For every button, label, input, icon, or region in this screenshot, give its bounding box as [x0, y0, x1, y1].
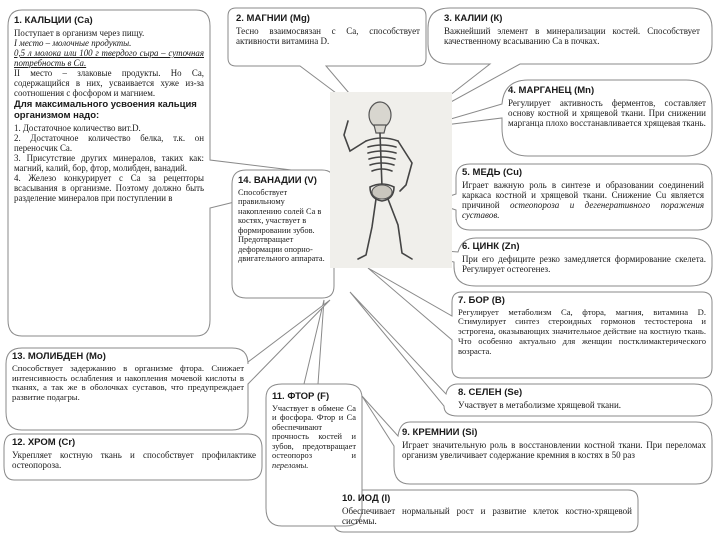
- potassium-text: Важнейший элемент в минерализации костей. Способствует качественному всасыванию Са в почках.: [444, 25, 700, 46]
- calcium-box: [14, 16, 204, 330]
- zinc-text: При его дефиците резко замедляется формирование скелета. Регулирует остеогенез.: [462, 253, 706, 274]
- fluorine-text: [272, 404, 356, 470]
- chromium-text: Укрепляет костную ткань и способствует профилактике остеопороза.: [12, 449, 256, 470]
- molybdenum-box: [12, 352, 244, 428]
- calcium-rule-4: 4. Железо конкурирует с Са за рецепторы всасывания в организме. Поэтому должно быть разделение минералов при поступлении в: [14, 172, 204, 204]
- manganese-text: Регулирует активность ферментов, составляет основу костной и хрящевой ткани. При снижении марганца плохо восстанавливается хрящевая ткань.: [508, 97, 706, 129]
- copper-text: [462, 180, 704, 221]
- calcium-first-source: I место – молочные продукты.: [14, 37, 132, 48]
- chromium-box: [12, 438, 256, 476]
- selenium-title: 8. СЕЛЕН (Se): [458, 388, 523, 398]
- molybdenum-title: 13. МОЛИБДЕН (Mo): [12, 352, 106, 362]
- copper-box: [462, 168, 704, 228]
- fluorine-text-main: Участвует в обмене Са и фосфора. Фтор и Са обеспечивают прочность костей и зубов, предотвращает остеопороз и: [272, 403, 356, 461]
- manganese-box: [508, 86, 706, 152]
- vanadium-title: 14. ВАНАДИЙ (V): [238, 176, 317, 186]
- zinc-title: 6. ЦИНК (Zn): [462, 242, 520, 252]
- magnesium-box: [236, 14, 420, 62]
- calcium-intake: Поступает в организм через пищу.: [14, 27, 145, 38]
- calcium-second-source: II место – злаковые продукты. Но Са, содержащийся в них, усваивается хуже из-за соотношения с фосфором и магнием.: [14, 67, 204, 99]
- magnesium-title: 2. МАГНИЙ (Mg): [236, 14, 310, 24]
- calcium-daily-need: 0,5 л молока или 100 г твердого сыра – суточная потребность в Са.: [14, 47, 204, 68]
- calcium-title: 1. КАЛЬЦИЙ (Са): [14, 16, 93, 26]
- copper-text-emphasis: остеопороза и дегенеративного поражения суставов.: [462, 200, 704, 221]
- silicon-title: 9. КРЕМНИЙ (Si): [402, 428, 478, 438]
- potassium-box: [444, 14, 700, 60]
- manganese-title: 4. МАРГАНЕЦ (Mn): [508, 86, 595, 96]
- iodine-text: Обеспечивает нормальный рост и развитие клеток костно-хрящевой системы.: [342, 505, 632, 526]
- copper-text-main: Играет важную роль в синтезе и образовании соединений каркаса костной и хрящевой ткани. Снижение Cu является причиной: [462, 179, 704, 211]
- selenium-box: [458, 388, 706, 414]
- boron-text: Регулирует метаболизм Са, фтора, магния, витамина D. Стимулирует синтез стероидных гормонов тестостерона и эстрогена, оказывающих значительное действие на костную ткань. Что особенно актуально для женщин постклимактерического возраста.: [458, 306, 706, 356]
- boron-title: 7. БОР (В): [458, 296, 505, 306]
- iodine-box: [342, 494, 632, 530]
- silicon-box: [402, 428, 706, 480]
- calcium-absorption-heading: Для максимального усвоения кальция организмом надо:: [14, 99, 197, 121]
- zinc-box: [462, 242, 706, 282]
- fluorine-box: [272, 392, 356, 522]
- fluorine-text-emphasis: переломы.: [272, 460, 309, 470]
- iodine-title: 10. ЙОД (I): [342, 494, 391, 504]
- vanadium-text: Способствует правильному накоплению солей Са в костях, участвует в формировании зубов. Предотвращает деформации опорно-двигательного аппарата.: [238, 187, 325, 264]
- selenium-text: Участвует в метаболизме хрящевой ткани.: [458, 399, 622, 410]
- magnesium-text: Тесно взаимосвязан с Са, способствует активности витамина D.: [236, 25, 420, 46]
- vanadium-box: [238, 176, 330, 296]
- calcium-rule-3: 3. Присутствие других минералов, таких как: магний, калий, бор, фтор, молибден, ванадий.: [14, 152, 204, 173]
- molybdenum-text: Способствует задержанию в организме фтора. Снижает интенсивность ослабления и накопления мочевой кислоты в тканях, а так же в оболочках суставов, что предупреждает развитие подагры.: [12, 362, 244, 403]
- calcium-rule-1: 1. Достаточное количество вит.D.: [14, 122, 141, 133]
- silicon-text: Играет значительную роль в восстановлении костной ткани. При переломах организм увеличивает содержание кремния в костях в 50 раз: [402, 439, 706, 460]
- calcium-rule-2: 2. Достаточное количество белка, т.к. он переносчик Са.: [14, 132, 204, 153]
- skeleton-illustration: [336, 95, 444, 263]
- copper-title: 5. МЕДЬ (Cu): [462, 168, 523, 178]
- chromium-title: 12. ХРОМ (Cr): [12, 438, 76, 448]
- potassium-title: 3. КАЛИЙ (К): [444, 14, 503, 24]
- boron-box: [458, 296, 706, 374]
- fluorine-title: 11. ФТОР (F): [272, 392, 330, 402]
